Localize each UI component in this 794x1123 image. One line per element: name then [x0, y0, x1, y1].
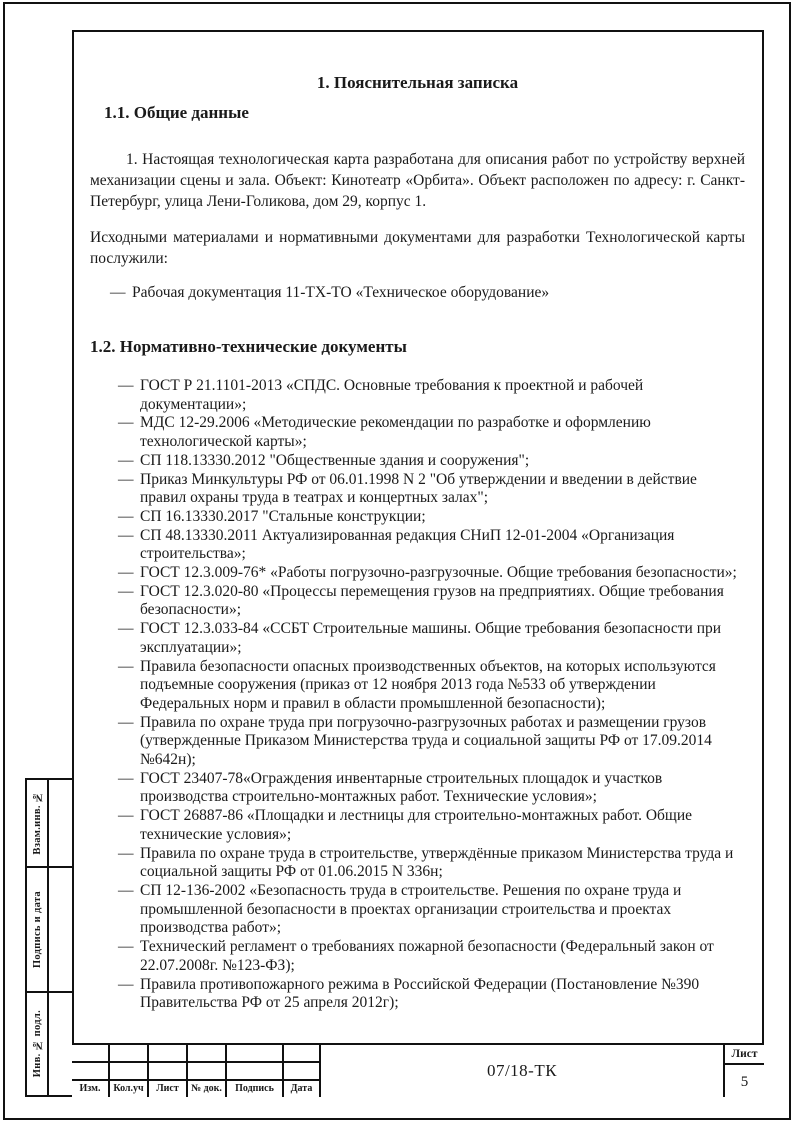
- normative-document-item: [118, 845, 745, 882]
- stamp-label-inv-podl: [27, 993, 49, 1095]
- normative-document-text: ГОСТ 12.3.009-76* «Работы погрузочно-разгрузочные. Общие требования безопасности»;: [140, 564, 737, 582]
- dash-marker: —: [118, 769, 134, 787]
- revision-empty-cell: [149, 1063, 186, 1079]
- normative-document-text: Правила по охране труда при погрузочно-разгрузочных работах и размещении грузов (утвержденные Приказом Министерства труда и социальной защиты РФ от 17.09.2014 №642н);: [140, 713, 712, 769]
- stamp-cell-podpis-data: [25, 866, 74, 993]
- normative-document-text: МДС 12-29.2006 «Методические рекомендации по разработке и оформлению технологической карты»;: [140, 414, 651, 451]
- dash-marker: —: [118, 526, 134, 544]
- document-number-text: 07/18-ТК: [486, 1061, 558, 1080]
- dash-marker: —: [118, 620, 134, 638]
- normative-document-text: СП 16.13330.2017 "Стальные конструкции;: [140, 507, 426, 525]
- source-document-text: Рабочая документация 11-ТХ-ТО «Техническое оборудование»: [132, 284, 550, 301]
- normative-document-item: [118, 471, 745, 508]
- column-header-nodok: № док.: [188, 1081, 225, 1097]
- titleblock-revision-table: [72, 1043, 321, 1097]
- normative-document-item: [118, 620, 745, 657]
- dash-marker: —: [118, 582, 134, 600]
- sheet-number: 5: [740, 1073, 749, 1090]
- normative-document-item: [118, 882, 745, 938]
- column-header-koluch: Кол.уч: [110, 1081, 147, 1097]
- stamp-empty-field: [49, 868, 72, 991]
- revision-empty-cell: [149, 1045, 186, 1061]
- revision-empty-cell: [110, 1063, 147, 1079]
- section-1-1-heading: 1.1. Общие данные: [104, 103, 249, 122]
- normative-document-item: [118, 658, 745, 714]
- stamp-cell-vzam-inv: [25, 778, 74, 868]
- normative-document-item: [118, 564, 745, 583]
- dash-marker: —: [118, 414, 134, 432]
- sources-paragraph: Исходными материалами и нормативными документами для разработки Технологической карты послужили:: [90, 229, 745, 267]
- normative-document-text: ГОСТ 23407-78«Ограждения инвентарные строительных площадок и участков производства строительно-монтажных работ. Технические условия»;: [140, 769, 663, 806]
- normative-document-item: [118, 714, 745, 770]
- dash-marker: —: [118, 657, 134, 675]
- main-heading: 1. Пояснительная записка: [316, 73, 519, 92]
- stamp-label-text: Инв. № подл.: [31, 1010, 43, 1078]
- stamp-label-text: Подпись и дата: [31, 890, 43, 969]
- normative-documents-list: [118, 377, 745, 1013]
- column-header-data: Дата: [284, 1081, 319, 1097]
- stamp-label-text: Взам.инв. №: [31, 791, 43, 855]
- dash-marker: —: [118, 377, 134, 394]
- dash-marker: —: [118, 844, 134, 862]
- dash-marker: —: [110, 284, 126, 301]
- normative-document-item: [118, 770, 745, 807]
- dash-marker: —: [118, 451, 134, 469]
- normative-document-text: Правила противопожарного режима в Российской Федерации (Постановление №390 Правительства РФ от 25 апреля 2012г);: [140, 975, 700, 1012]
- normative-document-item: [118, 452, 745, 471]
- dash-marker: —: [118, 470, 134, 488]
- dash-marker: —: [118, 713, 134, 731]
- stamp-empty-field: [49, 780, 72, 866]
- revision-empty-cell: [227, 1045, 282, 1061]
- dash-marker: —: [118, 507, 134, 525]
- normative-document-text: СП 118.13330.2012 "Общественные здания и сооружения";: [140, 451, 530, 469]
- section-1-2-heading: 1.2. Нормативно-технические документы: [90, 337, 407, 356]
- normative-document-item: [118, 414, 745, 451]
- titleblock-sheet-box: [725, 1043, 764, 1097]
- normative-document-item: [118, 938, 745, 975]
- stamp-label-podpis-data: [27, 868, 49, 991]
- normative-document-item: [118, 508, 745, 527]
- stamp-empty-field: [49, 993, 72, 1095]
- stamp-cell-inv-podl: [25, 991, 74, 1097]
- revision-empty-cell: [188, 1063, 225, 1079]
- normative-document-item: [118, 583, 745, 620]
- revision-empty-cell: [227, 1063, 282, 1079]
- normative-document-text: ГОСТ 26887-86 «Площадки и лестницы для строительно-монтажных работ. Общие технические условия»;: [140, 807, 693, 843]
- revision-empty-cell: [110, 1045, 147, 1061]
- dash-marker: —: [118, 881, 134, 899]
- intro-paragraph: 1. Настоящая технологическая карта разработана для описания работ по устройству верхней механизации сцены и зала. Объект: Кинотеатр «Орбита». Объект расположен по адресу: г. Санкт-Петербург, улица Лени-Голикова, дом 29, корпус 1.: [90, 151, 745, 210]
- revision-empty-cell: [188, 1045, 225, 1061]
- column-header-list: Лист: [149, 1081, 186, 1097]
- revision-empty-cell: [284, 1063, 319, 1079]
- normative-document-text: СП 12-136-2002 «Безопасность труда в строительстве. Решения по охране труда и промышленной безопасности в проектах организации строительства и проектах производства работ»;: [140, 881, 682, 937]
- titleblock-document-number: [321, 1043, 725, 1097]
- revision-empty-cell: [284, 1045, 319, 1061]
- column-header-izm: Изм.: [72, 1081, 108, 1097]
- stamp-label-vzam-inv: [27, 780, 49, 866]
- document-content: [74, 32, 762, 1013]
- normative-document-item: [118, 377, 745, 414]
- normative-document-text: СП 48.13330.2011 Актуализированная редакция СНиП 12-01-2004 «Организация строительства»;: [140, 526, 675, 563]
- normative-document-text: ГОСТ Р 21.1101-2013 «СПДС. Основные требования к проектной и рабочей документации»;: [140, 377, 644, 413]
- sheet-label: Лист: [725, 1045, 764, 1065]
- dash-marker: —: [118, 807, 134, 825]
- dash-marker: —: [118, 564, 134, 582]
- normative-document-text: Правила по охране труда в строительстве, утверждённые приказом Министерства труда и социальной защиты РФ от 01.06.2015 N 336н;: [140, 844, 734, 881]
- normative-document-item: [118, 527, 745, 564]
- revision-empty-cell: [72, 1063, 108, 1079]
- normative-document-text: ГОСТ 12.3.033-84 «ССБТ Строительные машины. Общие требования безопасности при эксплуатации»;: [140, 620, 722, 656]
- normative-document-text: Технический регламент о требованиях пожарной безопасности (Федеральный закон от 22.07.2008г. №123-ФЗ);: [140, 938, 714, 974]
- dash-marker: —: [118, 975, 134, 993]
- normative-document-text: Приказ Минкультуры РФ от 06.01.1998 N 2 "Об утверждении и введении в действие правил охраны труда в театрах и концертных залах";: [140, 470, 697, 507]
- dash-marker: —: [118, 938, 134, 956]
- normative-document-item: [118, 976, 745, 1013]
- normative-document-item: [118, 807, 745, 844]
- column-header-podpis: Подпись: [227, 1081, 282, 1097]
- normative-document-text: ГОСТ 12.3.020-80 «Процессы перемещения грузов на предприятиях. Общие требования безопасности»;: [140, 582, 724, 619]
- normative-document-text: Правила безопасности опасных производственных объектов, на которых используются подъемные сооружения (приказ от 12 ноября 2013 года №533 об утверждении Федеральных норм и правил в области промышленной безопасности);: [140, 657, 716, 712]
- revision-empty-cell: [72, 1045, 108, 1061]
- source-document-item: [110, 282, 745, 303]
